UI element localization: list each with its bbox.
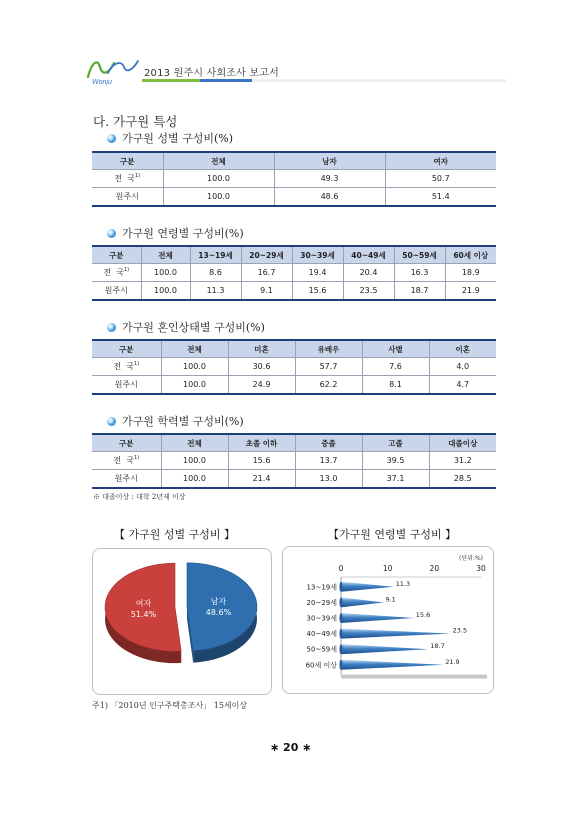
education-table xyxy=(92,433,496,489)
table-cell: 4.0 xyxy=(429,358,496,376)
pie-slice xyxy=(105,563,181,663)
table-heading-text: 가구원 성별 구성비(%) xyxy=(122,132,234,145)
column-header: 전체 xyxy=(161,340,228,358)
column-header: 중졸 xyxy=(295,434,362,452)
column-header: 고졸 xyxy=(362,434,429,452)
column-header: 60세 이상 xyxy=(445,246,496,264)
bar-cone xyxy=(341,613,414,623)
table-cell: 50.7 xyxy=(385,170,496,188)
row-label-text: 전 국 xyxy=(103,268,124,277)
bullet-icon xyxy=(107,229,116,238)
row-label xyxy=(92,358,161,376)
table-row xyxy=(92,282,496,301)
logo-text: Wonju xyxy=(92,79,112,85)
x-tick-label: 20 xyxy=(429,564,440,573)
table-heading-text: 가구원 연령별 구성비(%) xyxy=(122,227,244,240)
column-header: 초졸 이하 xyxy=(228,434,295,452)
row-label-text: 전 국 xyxy=(113,362,134,371)
table-cell: 100.0 xyxy=(141,282,190,301)
page-number: ∗ 20 ∗ xyxy=(270,741,312,754)
table-cell: 8.1 xyxy=(362,376,429,395)
row-label xyxy=(92,170,163,188)
footnote-marker: 1) xyxy=(123,267,130,273)
table-cell: 20.4 xyxy=(343,264,394,282)
column-header: 여자 xyxy=(385,152,496,170)
row-label-text: 원주시 xyxy=(114,474,138,483)
table-heading-text: 가구원 혼인상태별 구성비(%) xyxy=(122,321,265,334)
axis-floor xyxy=(341,675,487,679)
header-accent-blue xyxy=(200,79,252,82)
column-header: 구분 xyxy=(92,152,163,170)
data-label: 18.7 xyxy=(430,642,445,651)
age-table xyxy=(92,245,496,301)
table-row xyxy=(92,358,496,376)
x-tick-label: 10 xyxy=(382,564,393,573)
table-row xyxy=(92,264,496,282)
row-label-text: 원주시 xyxy=(104,286,128,295)
table-cell: 48.6 xyxy=(274,188,385,207)
row-label xyxy=(92,376,161,395)
table-cell: 39.5 xyxy=(362,452,429,470)
pie-slice-label: 남자 xyxy=(210,596,227,606)
marital-table xyxy=(92,339,496,395)
table-cell: 100.0 xyxy=(141,264,190,282)
category-label: 20~29세 xyxy=(306,598,337,607)
x-tick-label: 0 xyxy=(338,564,344,573)
table-cell: 15.6 xyxy=(228,452,295,470)
table-cell: 28.5 xyxy=(429,470,496,489)
data-label: 15.6 xyxy=(415,611,431,619)
x-tick-label: 30 xyxy=(476,564,486,573)
table-header-row xyxy=(92,246,496,264)
category-label: 40~49세 xyxy=(306,630,337,639)
data-label: 11.3 xyxy=(395,579,411,588)
pie-chart-frame xyxy=(92,548,272,695)
pie-slice xyxy=(187,563,257,663)
table-cell: 21.9 xyxy=(445,282,496,301)
bar-cone xyxy=(341,597,383,607)
bar-chart xyxy=(283,547,493,693)
category-label: 50~59세 xyxy=(306,645,337,654)
bar-chart-title: 【가구원 연령별 구성비 】 xyxy=(328,528,457,541)
category-label: 30~39세 xyxy=(306,614,337,623)
bullet-icon xyxy=(107,417,116,426)
bullet-icon xyxy=(107,134,116,143)
table-header-row xyxy=(92,152,496,170)
footnote: 주1) 「2010년 인구주택총조사」 15세이상 xyxy=(92,701,248,710)
bar-cone-base xyxy=(339,597,342,607)
footnote-marker: 1) xyxy=(134,173,141,179)
table-cell: 100.0 xyxy=(161,358,228,376)
wonju-logo xyxy=(84,55,144,85)
column-header: 전체 xyxy=(161,434,228,452)
column-header: 유배우 xyxy=(295,340,362,358)
table-cell: 31.2 xyxy=(429,452,496,470)
section-title: 다. 가구원 특성 xyxy=(93,114,178,129)
column-header: 20~29세 xyxy=(241,246,292,264)
table-cell: 15.6 xyxy=(292,282,343,301)
bar-chart-frame xyxy=(282,546,494,694)
table-cell: 100.0 xyxy=(161,452,228,470)
row-label-text: 원주시 xyxy=(114,380,138,389)
table-cell: 30.6 xyxy=(228,358,295,376)
table-cell: 16.7 xyxy=(241,264,292,282)
column-header: 남자 xyxy=(274,152,385,170)
table-heading-marital xyxy=(107,319,265,335)
table-heading-age xyxy=(107,225,244,241)
table-row xyxy=(92,470,496,489)
table-row xyxy=(92,170,496,188)
note: ※ 대졸이상 : 대학 2년제 이상 xyxy=(93,493,186,501)
table-header-row xyxy=(92,340,496,358)
column-header: 사별 xyxy=(362,340,429,358)
table-cell: 18.9 xyxy=(445,264,496,282)
data-label: 9.1 xyxy=(385,595,396,604)
table-cell: 11.3 xyxy=(190,282,241,301)
table-row xyxy=(92,452,496,470)
table-cell: 100.0 xyxy=(163,170,274,188)
table-cell: 100.0 xyxy=(161,376,228,395)
table-row xyxy=(92,376,496,395)
bar-cone xyxy=(341,660,443,670)
table-cell: 62.2 xyxy=(295,376,362,395)
column-header: 13~19세 xyxy=(190,246,241,264)
bar-cone-base xyxy=(339,629,342,639)
pie-chart-title: 【 가구원 성별 구성비 】 xyxy=(114,528,235,541)
bar-cone-base xyxy=(339,660,342,670)
table-cell: 51.4 xyxy=(385,188,496,207)
table-row xyxy=(92,188,496,207)
table-heading-gender xyxy=(107,130,233,146)
data-label: 23.5 xyxy=(452,626,468,635)
table-cell: 23.5 xyxy=(343,282,394,301)
footnote-marker: 1) xyxy=(133,361,140,367)
row-label-text: 원주시 xyxy=(115,192,139,201)
pie-slice-label: 여자 xyxy=(135,599,152,609)
column-header: 40~49세 xyxy=(343,246,394,264)
table-cell: 100.0 xyxy=(163,188,274,207)
gender-table xyxy=(92,151,496,207)
category-label: 13~19세 xyxy=(306,583,337,592)
table-cell: 49.3 xyxy=(274,170,385,188)
header-accent-green xyxy=(142,79,200,82)
row-label xyxy=(92,188,163,207)
column-header: 이혼 xyxy=(429,340,496,358)
data-label: 21.9 xyxy=(445,657,460,666)
table-cell: 8.6 xyxy=(190,264,241,282)
table-cell: 13.7 xyxy=(295,452,362,470)
row-label-text: 전 국 xyxy=(113,456,134,465)
footnote-marker: 1) xyxy=(133,455,140,461)
pie-slice-value: 51.4% xyxy=(130,610,157,620)
table-cell: 18.7 xyxy=(394,282,445,301)
column-header: 30~39세 xyxy=(292,246,343,264)
column-header: 50~59세 xyxy=(394,246,445,264)
table-cell: 4.7 xyxy=(429,376,496,395)
bar-cone xyxy=(341,644,428,654)
column-header: 대졸이상 xyxy=(429,434,496,452)
table-heading-education xyxy=(107,413,244,429)
row-label-text: 전 국 xyxy=(114,174,135,183)
bar-cone-base xyxy=(339,613,342,623)
pie-slice-value: 48.6% xyxy=(205,607,232,617)
pie-chart xyxy=(93,549,271,694)
table-cell: 9.1 xyxy=(241,282,292,301)
bar-cone-base xyxy=(339,582,342,592)
table-cell: 13.0 xyxy=(295,470,362,489)
table-cell: 7.6 xyxy=(362,358,429,376)
column-header: 미혼 xyxy=(228,340,295,358)
column-header: 전체 xyxy=(163,152,274,170)
column-header: 전체 xyxy=(141,246,190,264)
column-header: 구분 xyxy=(92,434,161,452)
table-cell: 19.4 xyxy=(292,264,343,282)
table-header-row xyxy=(92,434,496,452)
row-label xyxy=(92,264,141,282)
row-label xyxy=(92,282,141,301)
column-header: 구분 xyxy=(92,340,161,358)
table-cell: 100.0 xyxy=(161,470,228,489)
table-cell: 21.4 xyxy=(228,470,295,489)
table-heading-text: 가구원 학력별 구성비(%) xyxy=(122,415,244,428)
table-cell: 24.9 xyxy=(228,376,295,395)
bar-cone xyxy=(341,582,394,592)
bullet-icon xyxy=(107,323,116,332)
bar-cone xyxy=(341,629,451,639)
report-title: 2013 원주시 사회조사 보고서 xyxy=(144,68,279,79)
table-cell: 37.1 xyxy=(362,470,429,489)
table-cell: 57.7 xyxy=(295,358,362,376)
bar-cone-base xyxy=(339,644,342,654)
column-header: 구분 xyxy=(92,246,141,264)
row-label xyxy=(92,452,161,470)
category-label: 60세 이상 xyxy=(305,661,337,670)
table-cell: 16.3 xyxy=(394,264,445,282)
row-label xyxy=(92,470,161,489)
unit-label: (단위:%) xyxy=(459,555,483,562)
